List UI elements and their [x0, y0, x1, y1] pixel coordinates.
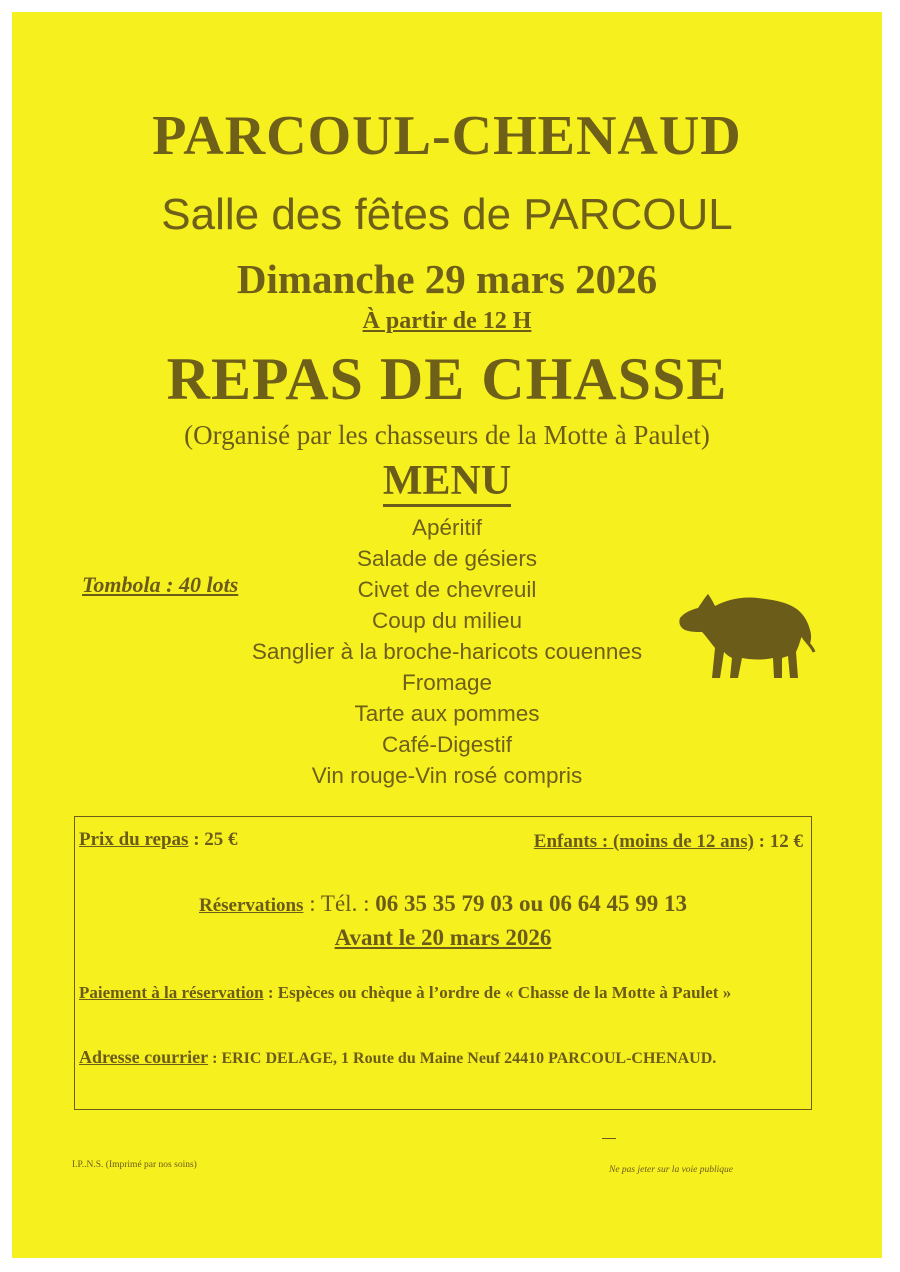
menu-item: Apéritif [411, 515, 483, 540]
flyer-sheet [12, 12, 882, 1258]
litter-notice: Ne pas jeter sur la voie publique [609, 1165, 734, 1175]
phone-or: ou [513, 891, 550, 916]
mailing-address [79, 1047, 716, 1068]
menu-item: Vin rouge-Vin rosé compris [311, 763, 583, 788]
kids-price-value: : 12 € [753, 831, 803, 852]
payment-info [79, 981, 799, 1005]
town-title: PARCOUL-CHENAUD [152, 105, 742, 167]
reservations [75, 891, 811, 917]
venue-subtitle: Salle des fêtes de PARCOUL [161, 190, 733, 239]
reservation-deadline-text: Avant le 20 mars 2026 [334, 925, 552, 950]
reservations-sep: : Tél. : [303, 891, 376, 916]
event-title: REPAS DE CHASSE [166, 346, 728, 412]
reservations-label: Réservations [198, 895, 304, 916]
kids-price [534, 831, 803, 853]
address-text: : ERIC DELAGE, 1 Route du Maine Neuf 24410 PARCOUL-CHENAUD. [208, 1050, 717, 1067]
menu-item: Sanglier à la broche-haricots couennes [251, 639, 643, 664]
phone-number-2: 06 64 45 99 13 [549, 891, 688, 916]
payment-label: Paiement à la réservation [79, 983, 264, 1002]
kids-price-label: Enfants : (moins de 12 ans) [533, 831, 754, 852]
menu-title-text: MENU [383, 458, 511, 507]
meal-price-value: : 25 € [188, 829, 238, 850]
ipns-notice: I.P..N.S. (Imprimé par nos soins) [72, 1160, 197, 1170]
address-label: Adresse courrier [79, 1047, 209, 1067]
divider [602, 1138, 616, 1139]
menu-item: Tarte aux pommes [354, 701, 540, 726]
menu-item: Fromage [401, 670, 493, 695]
boar-icon [678, 580, 816, 682]
reservation-deadline [75, 925, 811, 951]
meal-price-label: Prix du repas [79, 829, 189, 850]
payment-text: : Espèces ou chèque à l’ordre de « Chasse de la Motte à Paulet » [263, 983, 732, 1002]
phone-number-1: 06 35 35 79 03 [375, 891, 514, 916]
event-time-text: À partir de 12 H [362, 308, 532, 334]
menu-item: Salade de gésiers [356, 546, 538, 571]
event-organizer: (Organisé par les chasseurs de la Motte à Paulet) [184, 420, 710, 450]
tombola-label: Tombola : 40 lots [82, 572, 239, 597]
info-box [74, 816, 812, 1110]
menu-item: Civet de chevreuil [357, 577, 537, 602]
event-date: Dimanche 29 mars 2026 [236, 256, 658, 302]
menu-title [12, 457, 882, 505]
meal-price [79, 829, 238, 851]
menu-item: Coup du milieu [371, 608, 523, 633]
event-time [12, 308, 882, 335]
menu-item: Café-Digestif [381, 732, 513, 757]
